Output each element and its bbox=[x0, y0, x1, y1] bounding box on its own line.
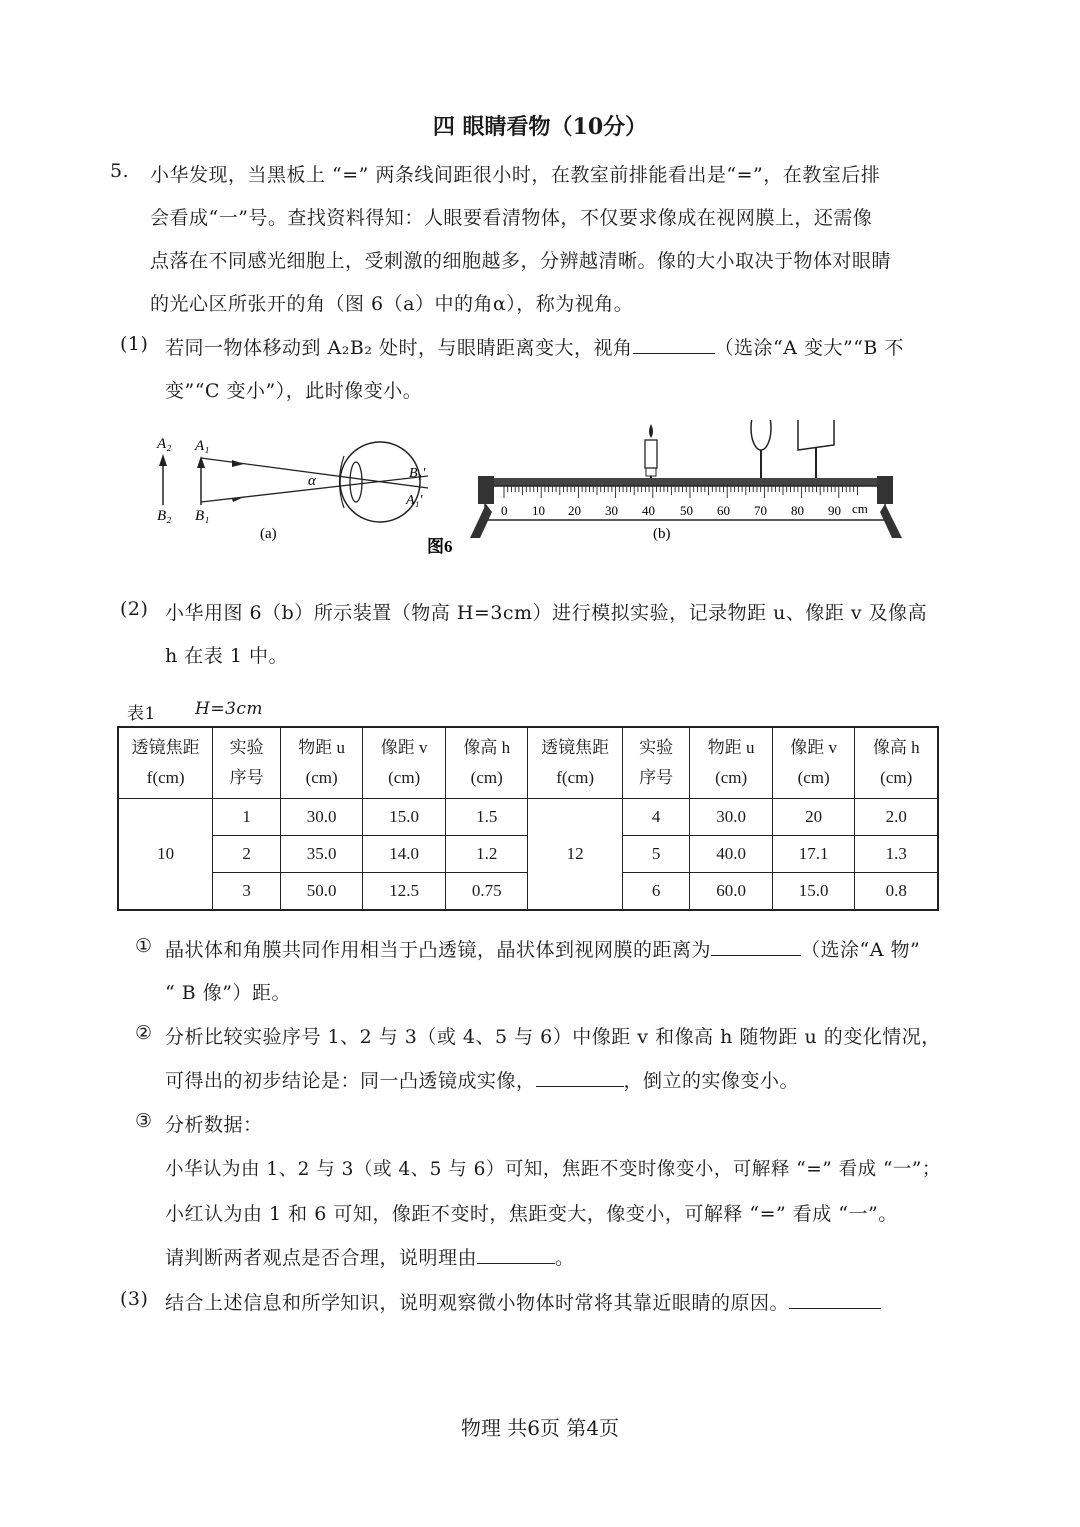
sub3-line2: 小红认为由 1 和 6 可知，像距不变时，焦距变大，像变小，可解释 “=” 看成 “一”。 bbox=[165, 1203, 898, 1225]
table-cell: 5 bbox=[622, 836, 690, 873]
sub2-line2 bbox=[165, 1066, 799, 1093]
header-seq-left: 实验 序号 bbox=[213, 727, 281, 799]
header-u-right: 物距 u (cm) bbox=[690, 727, 773, 799]
scale-label-90: 90 bbox=[828, 503, 841, 518]
label-b1: B₁ bbox=[195, 508, 210, 524]
sub1-line2: “ B 像”）距。 bbox=[165, 982, 291, 1004]
sub3-mark: ③ bbox=[135, 1110, 153, 1132]
table-cell: 40.0 bbox=[690, 836, 773, 873]
table-cell: 30.0 bbox=[690, 799, 773, 836]
label-b1-prime: B₁′ bbox=[409, 466, 426, 481]
intro-line-2: 会看成“一”号。查找资料得知：人眼要看清物体，不仅要求像成在视网膜上，还需像 bbox=[150, 207, 873, 229]
part3-text: 结合上述信息和所学知识，说明观察微小物体时常将其靠近眼睛的原因。 bbox=[165, 1292, 790, 1314]
scale-label-0: 0 bbox=[501, 503, 508, 518]
label-b2: B₂ bbox=[157, 508, 172, 524]
sub1-text-b: （选涂“A 物” bbox=[801, 939, 921, 961]
label-a1-prime: A₁′ bbox=[406, 493, 423, 508]
label-a1: A₁ bbox=[195, 438, 210, 454]
page-footer: 物理 共6页 第4页 bbox=[460, 1416, 620, 1440]
table-cell: 1.3 bbox=[855, 836, 938, 873]
part1-label: (1) bbox=[120, 333, 149, 355]
header-v-right: 像距 v (cm) bbox=[772, 727, 855, 799]
table-cell: 1 bbox=[213, 799, 281, 836]
figure-6 bbox=[140, 420, 940, 570]
label-a2: A₂ bbox=[157, 436, 172, 452]
part3-line bbox=[165, 1288, 881, 1315]
question-number: 5. bbox=[110, 160, 130, 182]
data-table bbox=[117, 726, 939, 911]
intro-line-1: 小华发现，当黑板上 “=” 两条线间距很小时，在教室前排能看出是“=”，在教室后排 bbox=[150, 164, 881, 186]
part3-label: (3) bbox=[120, 1288, 149, 1310]
table-caption-h: H=3cm bbox=[195, 699, 264, 719]
table-cell: 1.2 bbox=[445, 836, 528, 873]
table-cell: 35.0 bbox=[280, 836, 363, 873]
table-cell: 3 bbox=[213, 873, 281, 911]
sub3-answer-blank[interactable] bbox=[477, 1262, 555, 1264]
header-h-right: 像高 h (cm) bbox=[855, 727, 938, 799]
part1-text-a: 若同一物体移动到 A₂B₂ 处时，与眼睛距离变大，视角 bbox=[165, 337, 633, 359]
part3-answer-blank[interactable] bbox=[789, 1307, 881, 1309]
part2-label: (2) bbox=[120, 598, 149, 620]
scale-label-80: 80 bbox=[791, 503, 804, 518]
table-cell: 12.5 bbox=[363, 873, 446, 911]
table-cell: 4 bbox=[622, 799, 690, 836]
header-v-left: 像距 v (cm) bbox=[363, 727, 446, 799]
table-cell: 30.0 bbox=[280, 799, 363, 836]
part1-answer-blank[interactable] bbox=[633, 352, 715, 354]
scale-label-20: 20 bbox=[568, 503, 581, 518]
scale-label-50: 50 bbox=[680, 503, 693, 518]
part1-text-b: （选涂“A 变大”“B 不 bbox=[714, 337, 904, 359]
table-cell: 2 bbox=[213, 836, 281, 873]
table-cell: 20 bbox=[772, 799, 855, 836]
figure-6b-optical-bench bbox=[470, 420, 902, 542]
part1-line1 bbox=[165, 333, 904, 360]
table-cell: 50.0 bbox=[280, 873, 363, 911]
figure-6a-eye-diagram bbox=[156, 436, 428, 542]
table-cell: 0.75 bbox=[445, 873, 528, 911]
label-alpha: α bbox=[308, 473, 316, 489]
sub1-answer-blank[interactable] bbox=[711, 954, 801, 956]
sub3-text-a: 请判断两者观点是否合理，说明理由 bbox=[165, 1247, 478, 1269]
sub1-line1 bbox=[165, 935, 920, 962]
sub2-mark: ② bbox=[135, 1022, 153, 1044]
header-focal-right: 透镜焦距 f(cm) bbox=[528, 727, 622, 799]
table-cell: 14.0 bbox=[363, 836, 446, 873]
figure-6a-label: (a) bbox=[260, 526, 277, 542]
sub2-answer-blank[interactable] bbox=[536, 1085, 624, 1087]
sub2-text-b: ，倒立的实像变小。 bbox=[623, 1070, 800, 1092]
figure-6b-label: (b) bbox=[653, 526, 671, 542]
sub2-text-a: 可得出的初步结论是：同一凸透镜成实像， bbox=[165, 1070, 536, 1092]
scale-label-cm: cm bbox=[852, 501, 868, 516]
focal-right-cell: 12 bbox=[528, 799, 622, 911]
table-cell: 0.8 bbox=[855, 873, 938, 911]
intro-line-3: 点落在不同感光细胞上，受刺激的细胞越多，分辨越清晰。像的大小取决于物体对眼睛 bbox=[150, 250, 892, 272]
scale-label-10: 10 bbox=[532, 503, 545, 518]
table-cell: 2.0 bbox=[855, 799, 938, 836]
sub3-text-b: 。 bbox=[555, 1247, 575, 1269]
sub1-text-a: 晶状体和角膜共同作用相当于凸透镜，晶状体到视网膜的距离为 bbox=[165, 939, 712, 961]
part2-line2: h 在表 1 中。 bbox=[165, 645, 288, 667]
scale-label-40: 40 bbox=[642, 503, 655, 518]
sub3-line3 bbox=[165, 1243, 575, 1270]
header-seq-right: 实验 序号 bbox=[622, 727, 690, 799]
header-h-left: 像高 h (cm) bbox=[445, 727, 528, 799]
table-cell: 17.1 bbox=[772, 836, 855, 873]
table-caption: 表1 bbox=[127, 704, 156, 724]
section-title: 四 眼睛看物（10分） bbox=[432, 114, 648, 140]
part2-line1: 小华用图 6（b）所示装置（物高 H=3cm）进行模拟实验，记录物距 u、像距 v 及像高 bbox=[165, 602, 928, 624]
table-cell: 15.0 bbox=[363, 799, 446, 836]
header-focal-left: 透镜焦距 f(cm) bbox=[118, 727, 213, 799]
figure-6-caption: 图6 bbox=[427, 537, 453, 556]
table-header-row bbox=[118, 727, 938, 799]
sub3-title: 分析数据： bbox=[165, 1114, 263, 1136]
table-row bbox=[118, 799, 938, 836]
part1-line2: 变”“C 变小”），此时像变小。 bbox=[165, 380, 423, 402]
sub2-line1: 分析比较实验序号 1、2 与 3（或 4、5 与 6）中像距 v 和像高 h 随物距 u 的变化情况， bbox=[165, 1026, 941, 1048]
scale-label-70: 70 bbox=[754, 503, 767, 518]
intro-line-4: 的光心区所张开的角（图 6（a）中的角α），称为视角。 bbox=[150, 293, 634, 315]
sub3-line1: 小华认为由 1、2 与 3（或 4、5 与 6）可知，焦距不变时像变小，可解释 “=” 看成 “一”； bbox=[165, 1159, 941, 1180]
sub1-mark: ① bbox=[135, 935, 153, 957]
focal-left-cell: 10 bbox=[118, 799, 213, 911]
table-cell: 1.5 bbox=[445, 799, 528, 836]
table-cell: 15.0 bbox=[772, 873, 855, 911]
scale-label-60: 60 bbox=[717, 503, 730, 518]
scale-label-30: 30 bbox=[605, 503, 618, 518]
table-cell: 6 bbox=[622, 873, 690, 911]
header-u-left: 物距 u (cm) bbox=[280, 727, 363, 799]
table-cell: 60.0 bbox=[690, 873, 773, 911]
